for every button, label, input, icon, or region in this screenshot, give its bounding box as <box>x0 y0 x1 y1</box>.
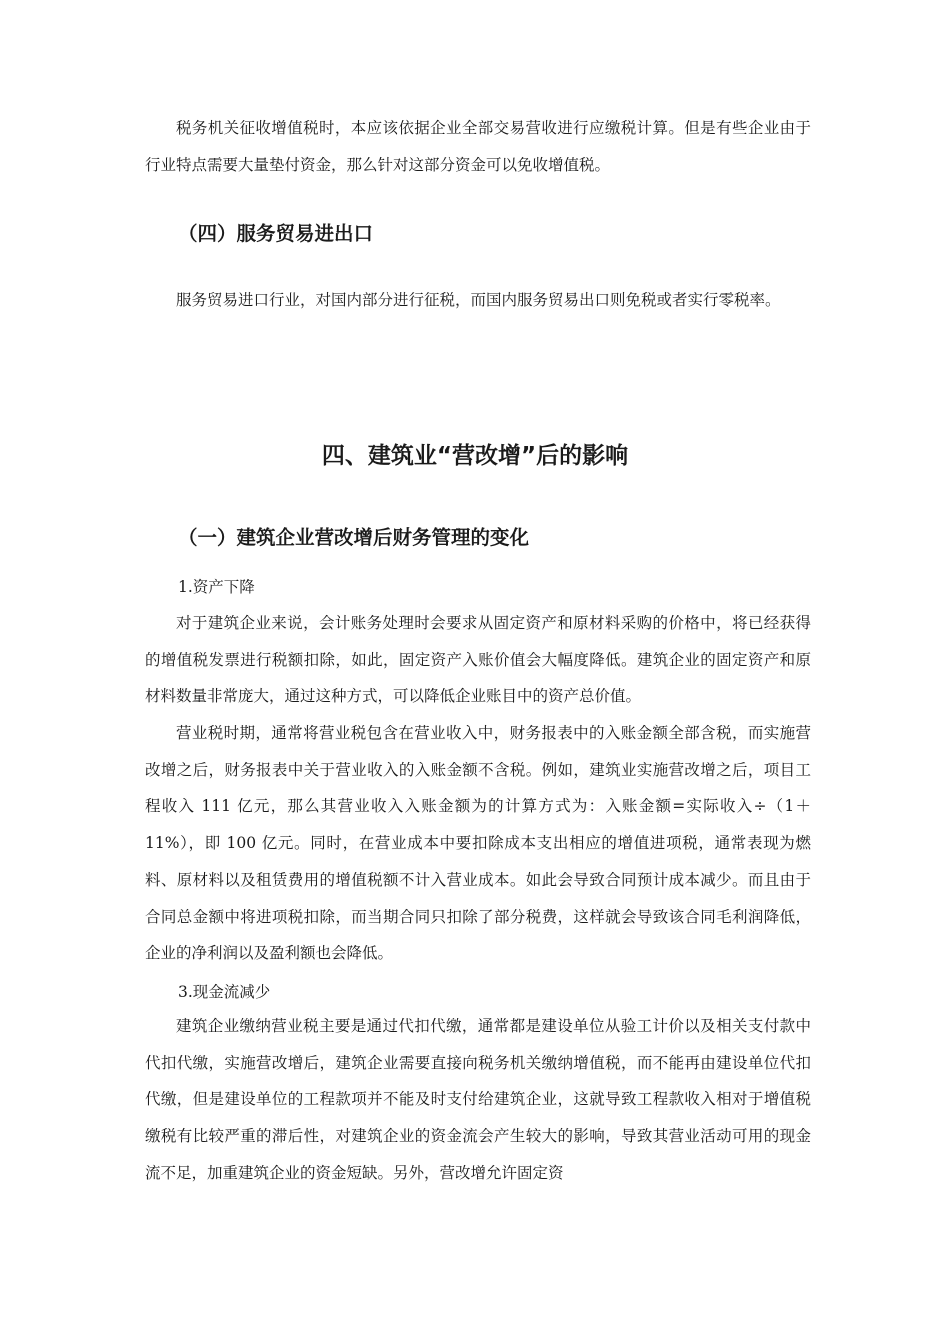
paragraph-revenue-change: 营业税时期，通常将营业税包含在营业收入中，财务报表中的入账金额全部含税，而实施营改增之后，财务报表中关于营业收入的入账金额不含税。例如，建筑业实施营改增之后，项目工程收入 111 亿元，那么其营业收入入账金额为的计算方式为：入账金额=实际收入÷（1＋11%），即 100 亿元。同时，在营业成本中要扣除成本支出相应的增值进项税，通常表现为燃料、原材料以及租赁费用的增值税额不计入营业成本。如此会导致合同预计成本减少。而且由于合同总金额中将进项税扣除，而当期合同只扣除了部分税费，这样就会导致该合同毛利润降低，企业的净利润以及盈利额也会降低。 <box>145 724 811 963</box>
subheading-assets-decline: 1.资产下降 <box>178 578 255 596</box>
paragraph-vat-collection: 税务机关征收增值税时，本应该依据企业全部交易营收进行应缴税计算。但是有些企业由于行业特点需要大量垫付资金，那么针对这部分资金可以免收增值税。 <box>145 119 811 174</box>
paragraph-cashflow-decline: 建筑企业缴纳营业税主要是通过代扣代缴，通常都是建设单位从验工计价以及相关支付款中代扣代缴，实施营改增后，建筑企业需要直接向税务机关缴纳增值税，而不能再由建设单位代扣代缴，但是建设单位的工程款项并不能及时支付给建筑企业，这就导致工程款收入相对于增值税缴税有比较严重的滞后性，对建筑企业的资金流会产生较大的影响，导致其营业活动可用的现金流不足，加重建筑企业的资金短缺。另外，营改增允许固定资 <box>145 1017 811 1182</box>
paragraph-service-trade: 服务贸易进口行业，对国内部分进行征税，而国内服务贸易出口则免税或者实行零税率。 <box>176 291 781 309</box>
section-title-impact: 四、建筑业“营改增”后的影响 <box>321 443 629 469</box>
paragraph-assets-decline: 对于建筑企业来说，会计账务处理时会要求从固定资产和原材料采购的价格中，将已经获得的增值税发票进行税额扣除，如此，固定资产入账价值会大幅度降低。建筑企业的固定资产和原材料数量非常庞大，通过这种方式，可以降低企业账目中的资产总价值。 <box>145 614 811 706</box>
heading-service-trade: （四）服务贸易进出口 <box>178 222 374 245</box>
heading-finance-change: （一）建筑企业营改增后财务管理的变化 <box>178 526 530 549</box>
subheading-cashflow-decline: 3.现金流减少 <box>178 983 271 1001</box>
